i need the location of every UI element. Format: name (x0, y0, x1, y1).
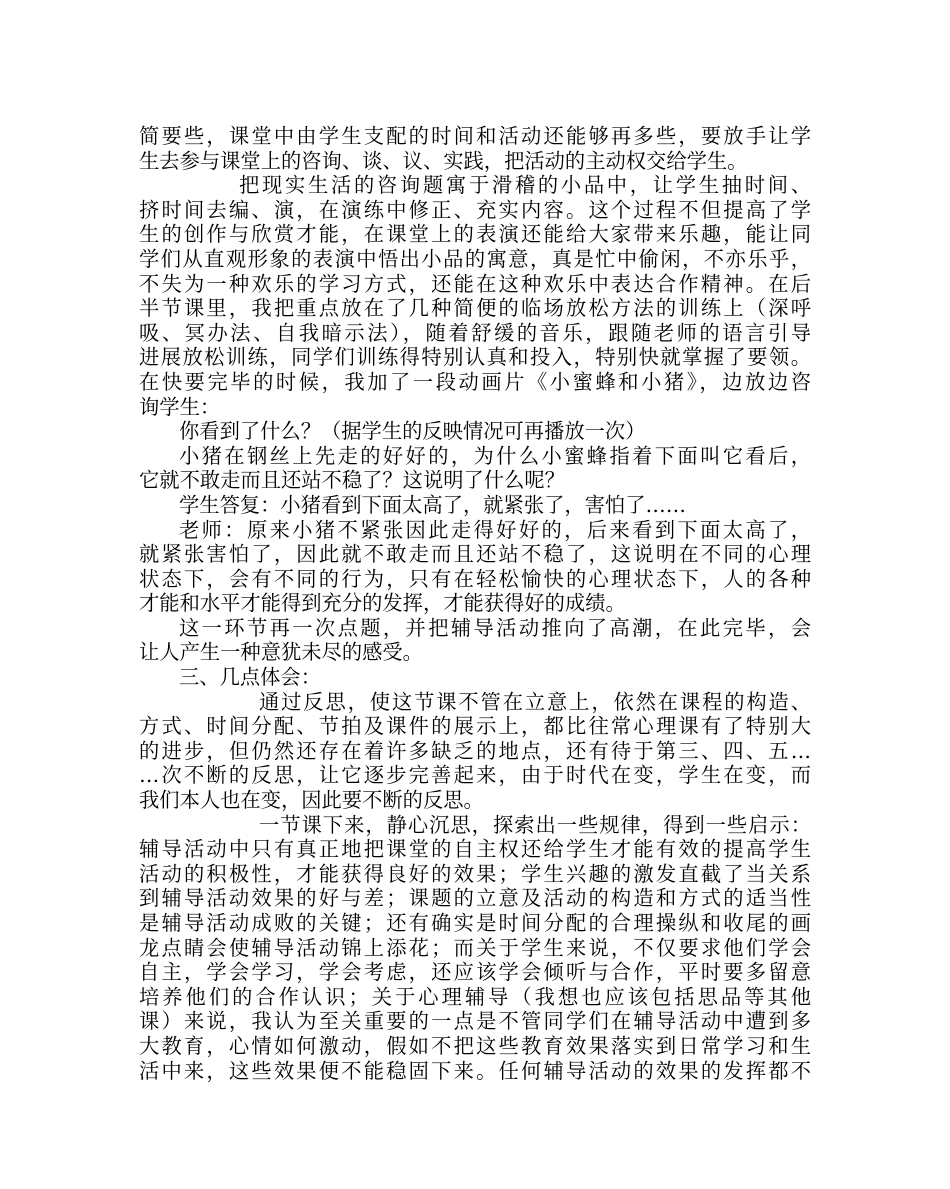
text-line: 它就不敢走而且还站不稳了？这说明了什么呢？ (139, 468, 565, 493)
text-line: 半节课里，我把重点放在了几种简便的临场放松方法的训练上（深呼 (139, 296, 811, 321)
text-line: 不失为一种欢乐的学习方式，还能在这种欢乐中表达合作精神。在后 (139, 271, 811, 296)
text-line: 让人产生一种意犹未尽的感受。 (139, 640, 423, 665)
text-line: 生去参与课堂上的咨询、谈、议、实践，把活动的主动权交给学生。 (139, 148, 748, 173)
text-line: 一节课下来，静心沉思，探索出一些规律，得到一些启示： (259, 812, 811, 837)
text-line: 挤时间去编、演，在演练中修正、充实内容。这个过程不但提高了学 (139, 197, 811, 222)
text-line: 我们本人也在变，因此要不断的反思。 (139, 788, 484, 813)
text-line: 自主，学会学习，学会考虑，还应该学会倾听与合作，平时要多留意 (139, 960, 811, 985)
text-line: 活动的积极性，才能获得良好的效果；学生兴趣的激发直截了当关系 (139, 861, 811, 886)
text-line: 到辅导活动效果的好与差；课题的立意及活动的构造和方式的适当性 (139, 886, 811, 911)
text-line: 才能和水平才能得到充分的发挥，才能获得好的成绩。 (139, 591, 626, 616)
text-line: 小猪在钢丝上先走的好好的，为什么小蜜蜂指着下面叫它看后， (179, 443, 811, 468)
text-line: 学生答复：小猪看到下面太高了，就紧张了，害怕了…… (179, 492, 687, 517)
text-line: 大教育，心情如何激动，假如不把这些教育效果落实到日常学习和生 (139, 1033, 811, 1058)
text-line: 学们从直观形象的表演中悟出小品的寓意，真是忙中偷闲，不亦乐乎， (139, 246, 811, 271)
text-line: 方式、时间分配、节拍及课件的展示上，都比往常心理课有了特别大 (139, 714, 811, 739)
text-line: 吸、冥办法、自我暗示法），随着舒缓的音乐，跟随老师的语言引导 (139, 320, 811, 345)
text-line: 把现实生活的咨询题寓于滑稽的小品中，让学生抽时间、 (239, 173, 811, 198)
text-line: 辅导活动中只有真正地把课堂的自主权还给学生才能有效的提高学生 (139, 837, 811, 862)
text-line: 课）来说，我认为至关重要的一点是不管同学们在辅导活动中遭到多 (139, 1009, 811, 1034)
body-text (139, 124, 811, 1083)
text-line: 生的创作与欣赏才能，在课堂上的表演还能给大家带来乐趣，能让同 (139, 222, 811, 247)
text-line: 通过反思，使这节课不管在立意上，依然在课程的构造、 (259, 689, 811, 714)
text-line: 培养他们的合作认识；关于心理辅导（我想也应该包括思品等其他 (139, 984, 811, 1009)
text-line: 这一环节再一次点题，并把辅导活动推向了高潮，在此完毕，会 (179, 615, 811, 640)
text-line: 就紧张害怕了，因此就不敢走而且还站不稳了，这说明在不同的心理 (139, 542, 811, 567)
text-line: 是辅导活动成败的关键；还有确实是时间分配的合理操纵和收尾的画 (139, 911, 811, 935)
text-line: …次不断的反思，让它逐步完善起来，由于时代在变，学生在变，而 (139, 763, 811, 788)
text-line: 活中来，这些效果便不能稳固下来。任何辅导活动的效果的发挥都不 (139, 1058, 811, 1083)
text-line: 老师：原来小猪不紧张因此走得好好的，后来看到下面太高了， (179, 517, 811, 542)
text-line: 龙点睛会使辅导活动锦上添花；而关于学生来说，不仅要求他们学会 (139, 935, 811, 960)
text-line: 三、几点体会： (179, 665, 321, 690)
text-line: 在快要完毕的时候，我加了一段动画片《小蜜蜂和小猪》，边放边咨 (139, 369, 811, 394)
text-line: 进展放松训练，同学们训练得特别认真和投入，特别快就掌握了要领。 (139, 345, 811, 370)
text-line: 你看到了什么？（据学生的反映情况可再播放一次） (179, 419, 646, 444)
text-line: 询学生： (139, 394, 221, 419)
text-line: 状态下，会有不同的行为，只有在轻松愉快的心理状态下，人的各种 (139, 566, 811, 591)
text-line: 的进步，但仍然还存在着许多缺乏的地点，还有待于第三、四、五… (139, 738, 811, 763)
text-line: 简要些，课堂中由学生支配的时间和活动还能够再多些，要放手让学 (139, 124, 811, 148)
